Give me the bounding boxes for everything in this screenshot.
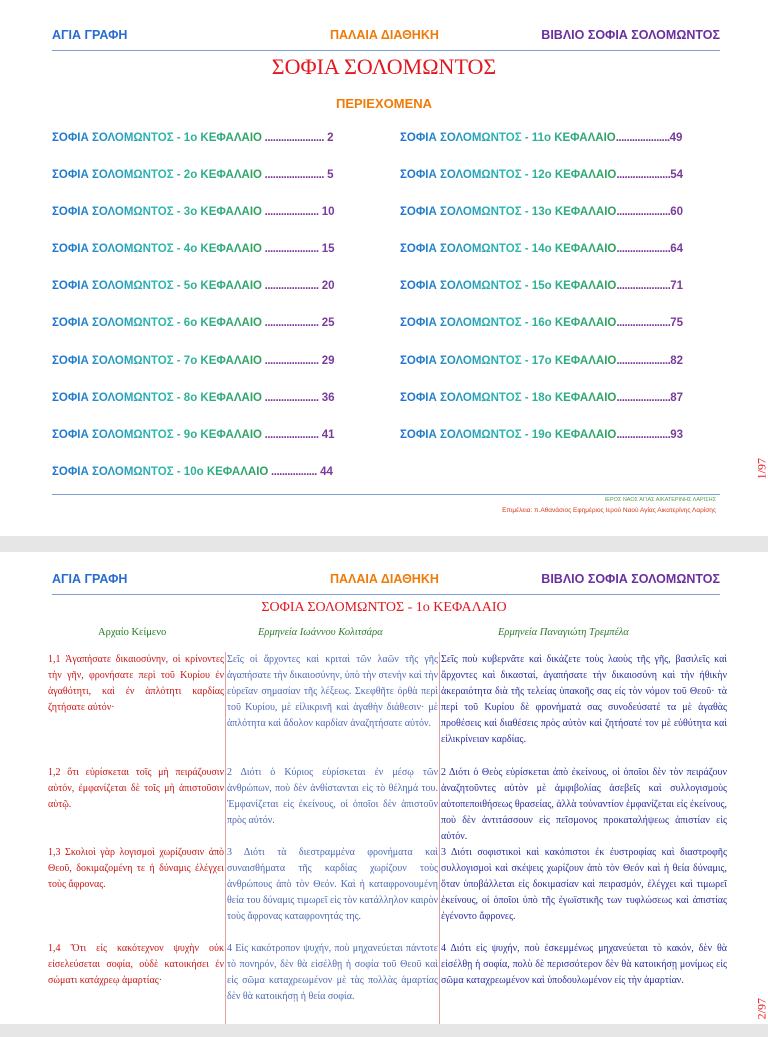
toc-entry[interactable]: [400, 280, 718, 317]
toc-entry-label: ΣΟΦΙΑ ΣΟΛΟΜΩΝΤΟΣ - 17ο ΚΕΦΑΛΑΙΟ: [400, 354, 617, 367]
verse-text: 1,4 Ὅτι εἰς κακότεχνον ψυχὴν οὐκ εἰσελεύσεται σοφία, οὐδὲ κατοικήσει ἐν σώματι κατάχρεῳ ἁμαρτίας·: [48, 943, 224, 986]
toc-page-number: 25: [318, 317, 335, 330]
toc-page-number: 71: [670, 280, 684, 293]
toc-entry[interactable]: [400, 206, 718, 243]
verse-text: Σεῖς οἱ ἄρχοντες καὶ κριταὶ τῶν λαῶν τῆς γῆς ἀγαπήσατε τὴν δικαιοσύνην, ὑπὸ τὴν στενὴν καὶ τὴν εὐρεῖαν σημασίαν τῆς λέξεως. Σκεφθῆτε ὀρθὰ περὶ τοῦ Κυρίου, μὲ εἰλικρινῆ καὶ ἀγαθὴν διάθεσιν· μὲ ἁπλότητα καὶ ἄδολον καρδίαν ἀναζητήσατε αὐτόν.: [227, 654, 438, 729]
toc-page-number: 36: [318, 391, 335, 404]
column-header-kolitsaras: Ερμηνεία Ιωάννου Κολιτσάρα: [258, 627, 383, 638]
toc-entry[interactable]: [400, 355, 718, 392]
verse-text: 1,1 Ἀγαπήσατε δικαιοσύνην, οἱ κρίνοντες τὴν γῆν, φρονήσατε περὶ τοῦ Κυρίου ἐν ἀγαθότητι, καὶ ἐν ἁπλότητι καρδίας ζητήσατε αὐτόν·: [48, 654, 224, 713]
trempelas-column: [441, 652, 727, 1037]
toc-leader-dots: ....................: [261, 243, 319, 256]
toc-leader-dots: ....................: [261, 391, 319, 404]
toc-leader-dots: ....................: [616, 243, 671, 256]
toc-entry-label: ΣΟΦΙΑ ΣΟΛΟΜΩΝΤΟΣ - 1ο ΚΕΦΑΛΑΙΟ: [52, 132, 262, 144]
toc-leader-dots: ....................: [616, 169, 671, 182]
toc-entry[interactable]: [52, 355, 372, 392]
toc-entry[interactable]: [400, 429, 718, 466]
column-divider: [439, 652, 440, 1024]
toc-leader-dots: ....................: [261, 206, 319, 219]
toc-page-number: 15: [318, 243, 335, 256]
header-center: ΠΑΛΑΙΑ ΔΙΑΘΗΚΗ: [330, 572, 439, 586]
toc-leader-dots: ....................: [616, 354, 671, 367]
footer-church: ΙΕΡΟΣ ΝΑΟΣ ΑΓΙΑΣ ΑΙΚΑΤΕΡΙΝΗΣ ΛΑΡΙΣΗΣ: [604, 497, 716, 503]
toc-entry-label: ΣΟΦΙΑ ΣΟΛΟΜΩΝΤΟΣ - 3ο ΚΕΦΑΛΑΙΟ: [52, 206, 262, 219]
toc-entry-label: ΣΟΦΙΑ ΣΟΛΟΜΩΝΤΟΣ - 2ο ΚΕΦΑΛΑΙΟ: [52, 169, 262, 182]
header-left: ΑΓΙΑ ΓΡΑΦΗ: [52, 572, 128, 586]
header-right: ΒΙΒΛΙΟ ΣΟΦΙΑ ΣΟΛΟΜΩΝΤΟΣ: [541, 572, 720, 586]
toc-leader-dots: ....................: [615, 132, 670, 144]
column-header-trempelas: Ερμηνεία Παναγιώτη Τρεμπέλα: [498, 627, 629, 638]
toc-leader-dots: ......................: [261, 132, 324, 144]
toc-entry-label: ΣΟΦΙΑ ΣΟΛΟΜΩΝΤΟΣ - 8ο ΚΕΦΑΛΑΙΟ: [52, 391, 262, 404]
toc-entry[interactable]: [400, 243, 718, 280]
toc-entry[interactable]: [52, 206, 372, 243]
toc-page-number: 93: [670, 428, 684, 441]
toc-page-number: 82: [670, 354, 684, 367]
footer-rule: [52, 494, 720, 495]
toc-right-column: [400, 132, 718, 466]
verse-text: 2 Διότι ὁ Θεὸς εὑρίσκεται ἀπὸ ἐκείνους, οἱ ὁποῖοι δὲν τὸν πειράζουν ἀναζητοῦντες αὐτὸν μὲ ἀμφιβολίας ἀσεβεῖς καὶ συλλογισμοὺς αὐτοπεποιθήσεως θρασείας, ἀλλὰ τοὐναντίον ἐμφανίζεται εἰς ἐκείνους, ποὺ δὲν ἀντιτάσσουν εἰς πεῖσμονος προκαταλήψεως ἀπιστίαν εἰς αὐτόν.: [441, 767, 727, 842]
toc-leader-dots: ....................: [616, 428, 671, 441]
header-center: ΠΑΛΑΙΑ ΔΙΑΘΗΚΗ: [330, 28, 439, 42]
toc-page-number: 64: [670, 243, 684, 256]
verse-text: Σεῖς ποὺ κυβερνᾶτε καὶ δικάζετε τοὺς λαοὺς τῆς γῆς, βασιλεῖς καὶ ἄρχοντες καὶ δικασταί, ἀγαπήσατε τὴν δικαιοσύνη καὶ τὴν ἠθικὴν ἀκεραιότητα διὰ τῆς τελείας ὑπακοῆς σας εἰς τὸν νόμον τοῦ Θεοῦ· τὰ περὶ τοῦ Κυρίου δὲ φρονήματά σας συνοδεύσατέ τα μὲ ἀγαθὰς προθέσεις καὶ διαθέσεις πρὸς αὐτὸν καὶ ζητήσατέ τον μὲ εὐθύτητα καὶ εἰλικρίνειαν καρδίας.: [441, 654, 727, 745]
verse-text: 1,2 ὅτι εὑρίσκεται τοῖς μὴ πειράζουσιν αὐτόν, ἐμφανίζεται δὲ τοῖς μὴ ἀπιστοῦσιν αὐτῷ.: [48, 767, 224, 810]
verse-text: 1,3 Σκολιοὶ γὰρ λογισμοὶ χωρίζουσιν ἀπὸ Θεοῦ, δοκιμαζομένη τε ἡ δύναμις ἐλέγχει τοὺς ἄφρονας.: [48, 847, 224, 890]
toc-entry-label: ΣΟΦΙΑ ΣΟΛΟΜΩΝΤΟΣ - 14ο ΚΕΦΑΛΑΙΟ: [400, 243, 617, 256]
toc-entry-label: ΣΟΦΙΑ ΣΟΛΟΜΩΝΤΟΣ - 18ο ΚΕΦΑΛΑΙΟ: [400, 391, 617, 404]
contents-heading: ΠΕΡΙΕΧΟΜΕΝΑ: [335, 96, 433, 111]
toc-leader-dots: ....................: [616, 391, 671, 404]
toc-entry-label: ΣΟΦΙΑ ΣΟΛΟΜΩΝΤΟΣ - 5ο ΚΕΦΑΛΑΙΟ: [52, 280, 262, 293]
toc-left-column: [52, 132, 372, 503]
toc-page-number: 41: [318, 428, 335, 441]
toc-entry[interactable]: [52, 317, 372, 354]
toc-entry[interactable]: [52, 243, 372, 280]
chapter-title: ΣΟΦΙΑ ΣΟΛΟΜΩΝΤΟΣ - 1ο ΚΕΦΑΛΑΙΟ: [261, 600, 507, 615]
toc-entry-label: ΣΟΦΙΑ ΣΟΛΟΜΩΝΤΟΣ - 19ο ΚΕΦΑΛΑΙΟ: [400, 428, 617, 441]
kolitsaras-column: [227, 652, 438, 1037]
toc-page-number: 75: [670, 317, 684, 330]
toc-leader-dots: ....................: [261, 354, 319, 367]
toc-entry-label: ΣΟΦΙΑ ΣΟΛΟΜΩΝΤΟΣ - 13ο ΚΕΦΑΛΑΙΟ: [400, 206, 617, 219]
toc-entry-label: ΣΟΦΙΑ ΣΟΛΟΜΩΝΤΟΣ - 15ο ΚΕΦΑΛΑΙΟ: [400, 280, 617, 293]
toc-page-number: 2: [323, 132, 334, 144]
toc-entry-label: ΣΟΦΙΑ ΣΟΛΟΜΩΝΤΟΣ - 16ο ΚΕΦΑΛΑΙΟ: [400, 317, 617, 330]
toc-leader-dots: ....................: [261, 280, 319, 293]
toc-entry-label: ΣΟΦΙΑ ΣΟΛΟΜΩΝΤΟΣ - 4ο ΚΕΦΑΛΑΙΟ: [52, 243, 262, 256]
toc-page-number: 20: [318, 280, 335, 293]
verse-text: 4 Διότι εἰς ψυχήν, ποὺ ἐσκεμμένως μηχανεύεται τὸ κακόν, δὲν θὰ εἰσέλθῃ ἡ σοφία, πολὺ δὲ περισσότερον δὲν θὰ κατοικήσῃ μονίμως εἰς σῶμα καταχρεωμένον καὶ ὑποδουλωμένον εἰς τὴν ἁμαρτίαν.: [441, 943, 727, 986]
toc-page-number: 54: [670, 169, 684, 182]
toc-leader-dots: ....................: [261, 317, 319, 330]
header-left: ΑΓΙΑ ΓΡΑΦΗ: [52, 28, 128, 42]
toc-entry[interactable]: [400, 317, 718, 354]
toc-page-number: 49: [669, 132, 683, 144]
toc-page-number: 29: [318, 354, 335, 367]
page-number: 2/97: [754, 998, 768, 1020]
toc-entry[interactable]: [400, 132, 718, 169]
toc-entry[interactable]: [52, 169, 372, 206]
toc-page-number: 87: [670, 391, 684, 404]
page-header: [52, 24, 720, 51]
toc-entry-label: ΣΟΦΙΑ ΣΟΛΟΜΩΝΤΟΣ - 12ο ΚΕΦΑΛΑΙΟ: [400, 169, 617, 182]
verse-text: 4 Εἰς κακότροπον ψυχήν, ποὺ μηχανεύεται πάντοτε τὸ πονηρόν, δὲν θὰ εἰσέλθῃ ἡ σοφία τοῦ Θεοῦ καὶ εἰς σῶμα καταχρεωμένον μὲ τὰς πολλὰς ἁμαρτίας δὲν θὰ κατοικήσῃ ἡ θεία σοφία.: [227, 943, 438, 1002]
verse-text: 3 Διότι τὰ διεστραμμένα φρονήματα καὶ συναισθήματα τῆς καρδίας χωρίζουν τοὺς ἀνθρώπους ἀπὸ τὸν Θεόν. Καὶ ἡ καταφρονουμένη θεία του δύναμις τιμωρεῖ εἰς τὸν κατάλληλον καιρὸν τοὺς ἄφρονας καταφρονητάς της.: [227, 847, 438, 922]
toc-leader-dots: .................: [268, 465, 317, 478]
footer-editor: Επιμέλεια: π.Αθανάσιος Εφημέριος Ιερού Ναού Αγίας Αικατερίνης Λαρίσης: [502, 507, 716, 514]
toc-page-number: 5: [323, 169, 334, 182]
column-header-ancient: Αρχαίο Κείμενο: [98, 627, 167, 638]
toc-entry[interactable]: [52, 466, 372, 503]
ancient-text-column: [48, 652, 224, 1037]
verse-text: 3 Διότι σοφιστικοὶ καὶ κακόπιστοι ἐκ ἐυστροφίας καὶ διαστροφῆς συλλογισμοὶ καὶ σκέψεις χωρίζουν ἀπὸ τὸν Θεόν καὶ ἡ θεία δύναμις, ὅταν ὑποβάλλεται εἰς δοκιμασίαν καὶ πειρασμόν, ἐλέγχει καὶ τιμωρεῖ ἐκείνους, οἱ ὁποῖοι ὑπὸ τῆς ἐγωϊστικῆς των τυφλώσεως καὶ ἀπιστίας ἐγένοντο ἄφρονες.: [441, 847, 727, 922]
toc-leader-dots: ......................: [261, 169, 324, 182]
toc-leader-dots: ....................: [261, 428, 319, 441]
toc-entry-label: ΣΟΦΙΑ ΣΟΛΟΜΩΝΤΟΣ - 6ο ΚΕΦΑΛΑΙΟ: [52, 317, 262, 330]
toc-entry[interactable]: [52, 132, 372, 169]
toc-page-number: 60: [670, 206, 684, 219]
toc-entry[interactable]: [400, 169, 718, 206]
book-title: ΣΟΦΙΑ ΣΟΛΟΜΩΝΤΟΣ: [271, 54, 497, 79]
verse-text: 2 Διότι ὁ Κύριος εὑρίσκεται ἐν μέσῳ τῶν ἀνθρώπων, ποὺ δὲν ἀνθίστανται εἰς τὸ θέλημά του. Ἐμφανίζεται εἰς ἐκείνους, οἱ ὁποῖοι δὲν ἀπιστοῦν πρὸς αὐτόν.: [227, 767, 438, 826]
toc-leader-dots: ....................: [616, 206, 671, 219]
toc-page-number: 44: [316, 465, 333, 478]
page-header: [52, 568, 720, 595]
toc-entry[interactable]: [400, 392, 718, 429]
toc-page-number: 10: [318, 206, 335, 219]
toc-leader-dots: ....................: [616, 317, 671, 330]
page-number: 1/97: [754, 458, 768, 480]
header-right: ΒΙΒΛΙΟ ΣΟΦΙΑ ΣΟΛΟΜΩΝΤΟΣ: [541, 28, 720, 42]
toc-entry-label: ΣΟΦΙΑ ΣΟΛΟΜΩΝΤΟΣ - 11ο ΚΕΦΑΛΑΙΟ: [400, 132, 616, 144]
toc-entry-label: ΣΟΦΙΑ ΣΟΛΟΜΩΝΤΟΣ - 10ο ΚΕΦΑΛΑΙΟ: [52, 465, 269, 478]
toc-leader-dots: ....................: [616, 280, 671, 293]
toc-entry[interactable]: [52, 280, 372, 317]
toc-entry[interactable]: [52, 429, 372, 466]
toc-entry-label: ΣΟΦΙΑ ΣΟΛΟΜΩΝΤΟΣ - 7ο ΚΕΦΑΛΑΙΟ: [52, 354, 262, 367]
toc-entry-label: ΣΟΦΙΑ ΣΟΛΟΜΩΝΤΟΣ - 9ο ΚΕΦΑΛΑΙΟ: [52, 428, 262, 441]
column-divider: [225, 652, 226, 1024]
toc-entry[interactable]: [52, 392, 372, 429]
